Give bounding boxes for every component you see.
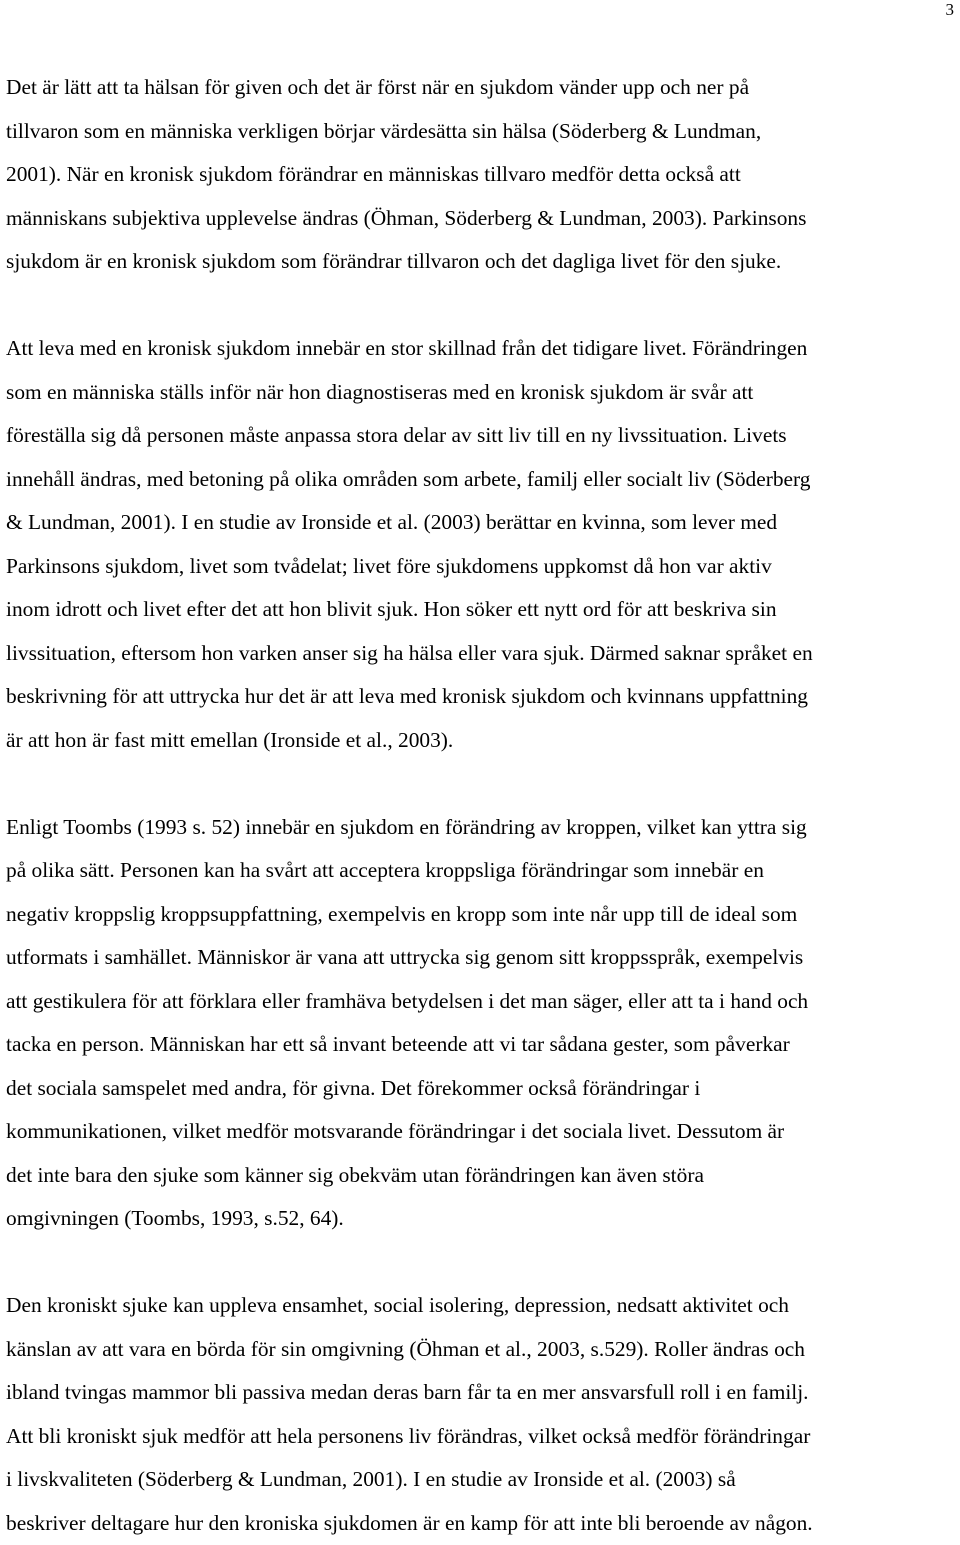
text-line: i livskvaliteten (Söderberg & Lundman, 2001). I en studie av Ironside et al. (2003) så [6,1458,958,1502]
text-line: Parkinsons sjukdom, livet som tvådelat; livet före sjukdomens uppkomst då hon var aktiv [6,545,958,589]
text-line: tacka en person. Människan har ett så invant beteende att vi tar sådana gester, som påverkar [6,1023,958,1067]
paragraph-1 [6,66,958,284]
text-line: beskrivning för att uttrycka hur det är att leva med kronisk sjukdom och kvinnans uppfattning [6,675,958,719]
text-line: & Lundman, 2001). I en studie av Ironside et al. (2003) berättar en kvinna, som lever med [6,501,958,545]
text-line: det sociala samspelet med andra, för givna. Det förekommer också förändringar i [6,1067,958,1111]
text-line: ibland tvingas mammor bli passiva medan deras barn får ta en mer ansvarsfull roll i en familj. [6,1371,958,1415]
text-line: 2001). När en kronisk sjukdom förändrar en människas tillvaro medför detta också att [6,153,958,197]
text-line: livssituation, eftersom hon varken anser sig ha hälsa eller vara sjuk. Därmed saknar språket en [6,632,958,676]
paragraph-4 [6,1284,958,1545]
text-line: att gestikulera för att förklara eller framhäva betydelsen i det man säger, eller att ta i hand och [6,980,958,1024]
text-line: beskriver deltagare hur den kroniska sjukdomen är en kamp för att inte bli beroende av någon. [6,1502,958,1545]
text-line: Det är lätt att ta hälsan för given och det är först när en sjukdom vänder upp och ner på [6,66,958,110]
text-line: utformats i samhället. Människor är vana att uttrycka sig genom sitt kroppsspråk, exempelvis [6,936,958,980]
text-line: negativ kroppslig kroppsuppfattning, exempelvis en kropp som inte når upp till de ideal som [6,893,958,937]
text-line: föreställa sig då personen måste anpassa stora delar av sitt liv till en ny livssituation. Livets [6,414,958,458]
paragraph-2 [6,327,958,762]
text-line: är att hon är fast mitt emellan (Ironside et al., 2003). [6,719,958,763]
text-line: Att bli kroniskt sjuk medför att hela personens liv förändras, vilket också medför förändringar [6,1415,958,1459]
text-line: Den kroniskt sjuke kan uppleva ensamhet, social isolering, depression, nedsatt aktivitet och [6,1284,958,1328]
text-line: på olika sätt. Personen kan ha svårt att acceptera kroppsliga förändringar som innebär en [6,849,958,893]
text-line: omgivningen (Toombs, 1993, s.52, 64). [6,1197,958,1241]
text-line: Enligt Toombs (1993 s. 52) innebär en sjukdom en förändring av kroppen, vilket kan yttra sig [6,806,958,850]
text-line: innehåll ändras, med betoning på olika områden som arbete, familj eller socialt liv (Söderberg [6,458,958,502]
document-body [6,66,958,1545]
text-line: känslan av att vara en börda för sin omgivning (Öhman et al., 2003, s.529). Roller ändras och [6,1328,958,1372]
paragraph-3 [6,806,958,1241]
text-line: kommunikationen, vilket medför motsvarande förändringar i det sociala livet. Dessutom är [6,1110,958,1154]
text-line: inom idrott och livet efter det att hon blivit sjuk. Hon söker ett nytt ord för att beskriva sin [6,588,958,632]
text-line: sjukdom är en kronisk sjukdom som förändrar tillvaron och det dagliga livet för den sjuke. [6,240,958,284]
page-number: 3 [946,0,955,20]
text-line: tillvaron som en människa verkligen börjar värdesätta sin hälsa (Söderberg & Lundman, [6,110,958,154]
text-line: det inte bara den sjuke som känner sig obekväm utan förändringen kan även störa [6,1154,958,1198]
text-line: Att leva med en kronisk sjukdom innebär en stor skillnad från det tidigare livet. Förändringen [6,327,958,371]
text-line: som en människa ställs inför när hon diagnostiseras med en kronisk sjukdom är svår att [6,371,958,415]
text-line: människans subjektiva upplevelse ändras (Öhman, Söderberg & Lundman, 2003). Parkinsons [6,197,958,241]
